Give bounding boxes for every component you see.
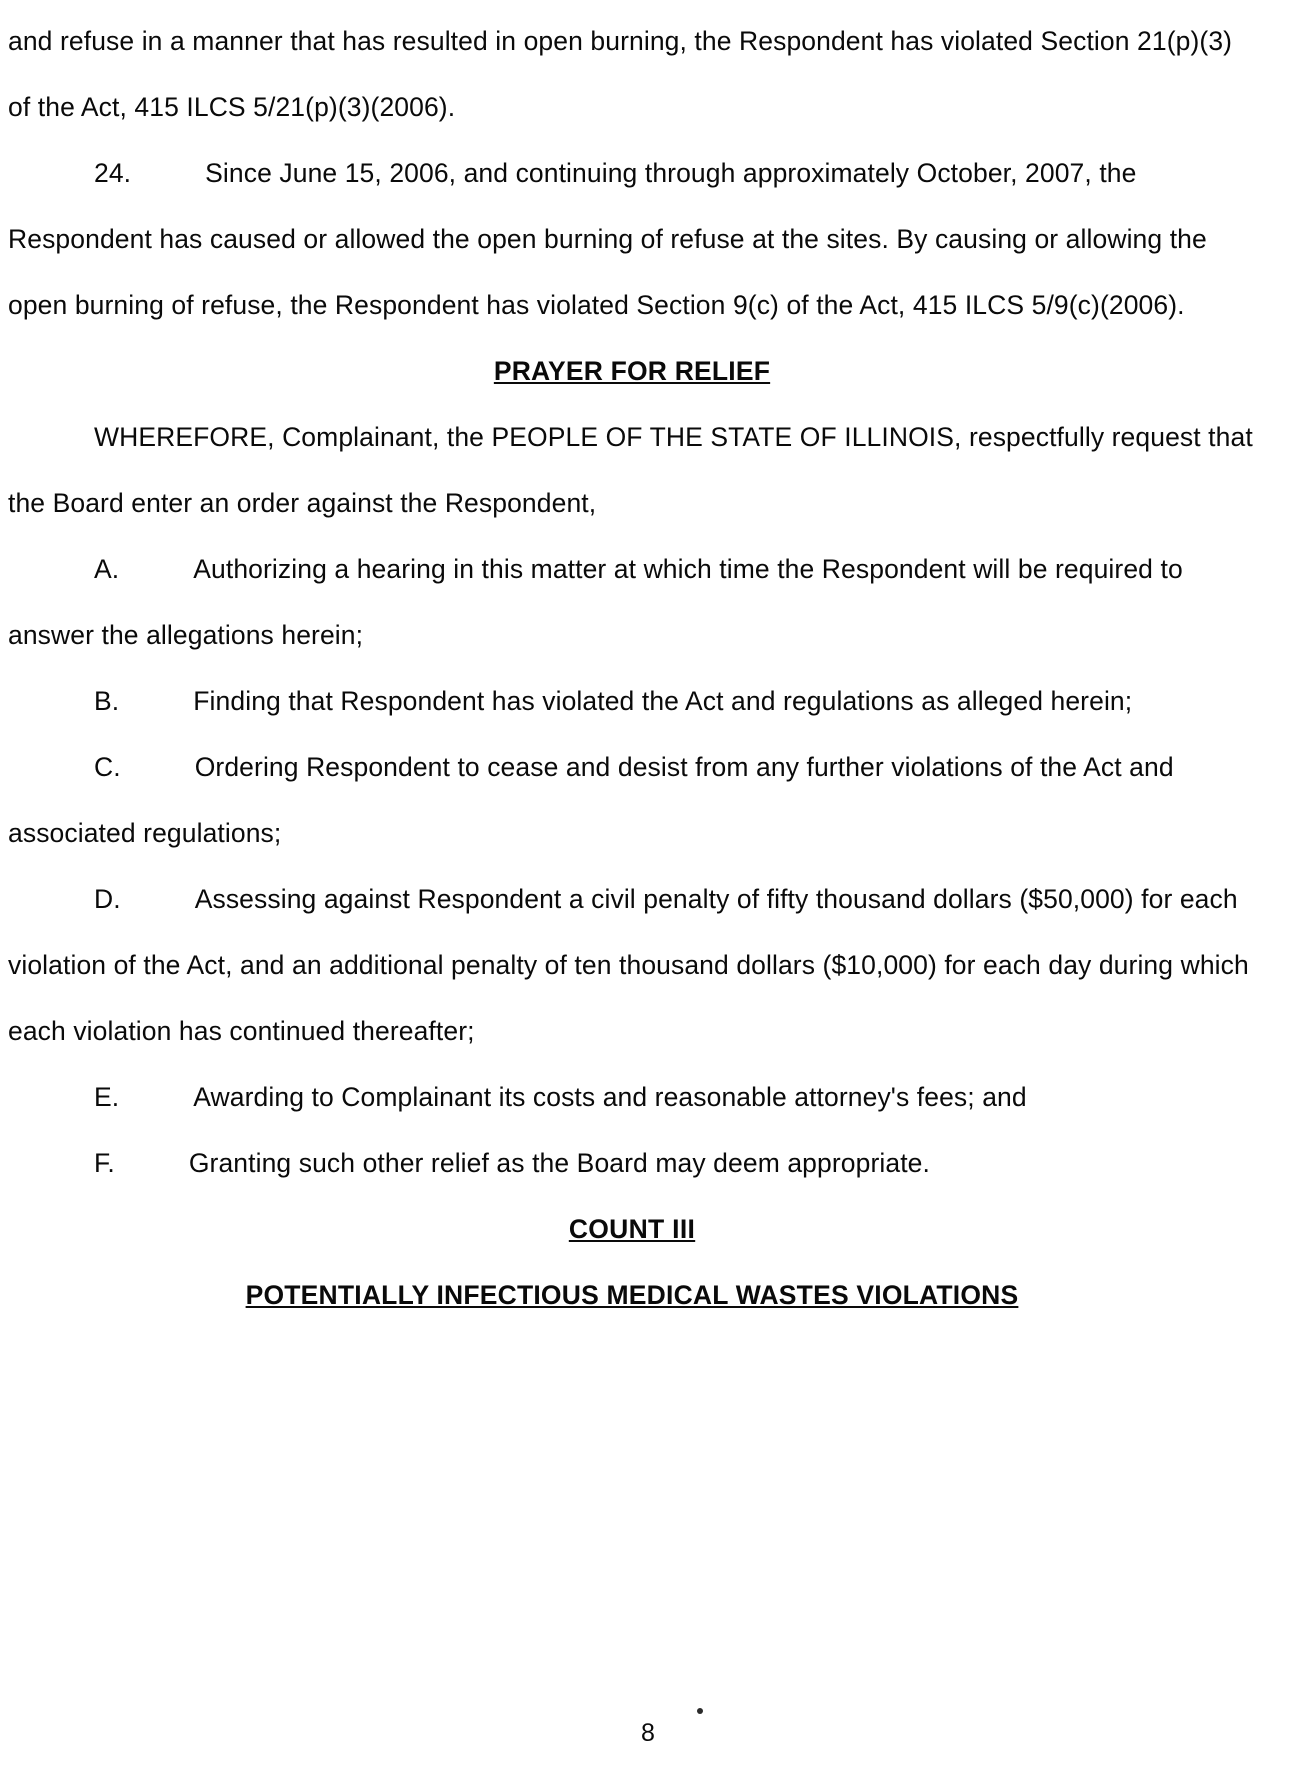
relief-item-text: Assessing against Respondent a civil penalty of fifty thousand dollars ($50,000) for each violation of the Act, and an additional penalty of ten thousand dollars ($10,000) for each day during which each violation has continued thereafter; xyxy=(8,884,1249,1046)
relief-item-d xyxy=(8,866,1256,1064)
paragraph-24 xyxy=(8,140,1256,338)
relief-item-label: F. xyxy=(94,1148,115,1178)
relief-item-label: D. xyxy=(94,884,121,914)
relief-item-f xyxy=(8,1130,1256,1196)
relief-item-text: Finding that Respondent has violated the Act and regulations as alleged herein; xyxy=(193,686,1133,716)
prayer-intro-paragraph xyxy=(8,404,1256,536)
stray-mark xyxy=(697,1708,703,1714)
relief-item-e xyxy=(8,1064,1256,1130)
prayer-for-relief-heading: PRAYER FOR RELIEF xyxy=(493,356,771,386)
relief-item-a xyxy=(8,536,1256,668)
count-title-heading: POTENTIALLY INFECTIOUS MEDICAL WASTES VIOLATIONS xyxy=(245,1280,1019,1310)
relief-item-label: E. xyxy=(94,1082,120,1112)
page-number: 8 xyxy=(641,1719,655,1747)
relief-item-text: Ordering Respondent to cease and desist from any further violations of the Act and associated regulations; xyxy=(8,752,1174,848)
count-heading: COUNT III xyxy=(568,1214,696,1244)
relief-item-b xyxy=(8,668,1256,734)
relief-item-text: Authorizing a hearing in this matter at which time the Respondent will be required to answer the allegations herein; xyxy=(8,554,1183,650)
paragraph-number: 24. xyxy=(94,158,132,188)
paragraph-continued-23: and refuse in a manner that has resulted in open burning, the Respondent has violated Section 21(p)(3) of the Act, 415 ILCS 5/21(p)(3)(2006). xyxy=(8,26,1233,122)
relief-item-c xyxy=(8,734,1256,866)
relief-item-label: B. xyxy=(94,686,120,716)
document-body xyxy=(8,8,1256,1328)
relief-item-label: A. xyxy=(94,554,120,584)
prayer-intro-text: WHEREFORE, Complainant, the PEOPLE OF THE STATE OF ILLINOIS, respectfully request that the Board enter an order against the Respondent, xyxy=(8,422,1253,518)
relief-item-label: C. xyxy=(94,752,121,782)
relief-item-text: Awarding to Complainant its costs and reasonable attorney's fees; and xyxy=(193,1082,1027,1112)
relief-item-text: Granting such other relief as the Board may deem appropriate. xyxy=(188,1148,930,1178)
paragraph-text: Since June 15, 2006, and continuing through approximately October, 2007, the Respondent has caused or allowed the open burning of refuse at the sites. By causing or allowing the open burning of refuse, the Respondent has violated Section 9(c) of the Act, 415 ILCS 5/9(c)(2006). xyxy=(8,158,1207,320)
